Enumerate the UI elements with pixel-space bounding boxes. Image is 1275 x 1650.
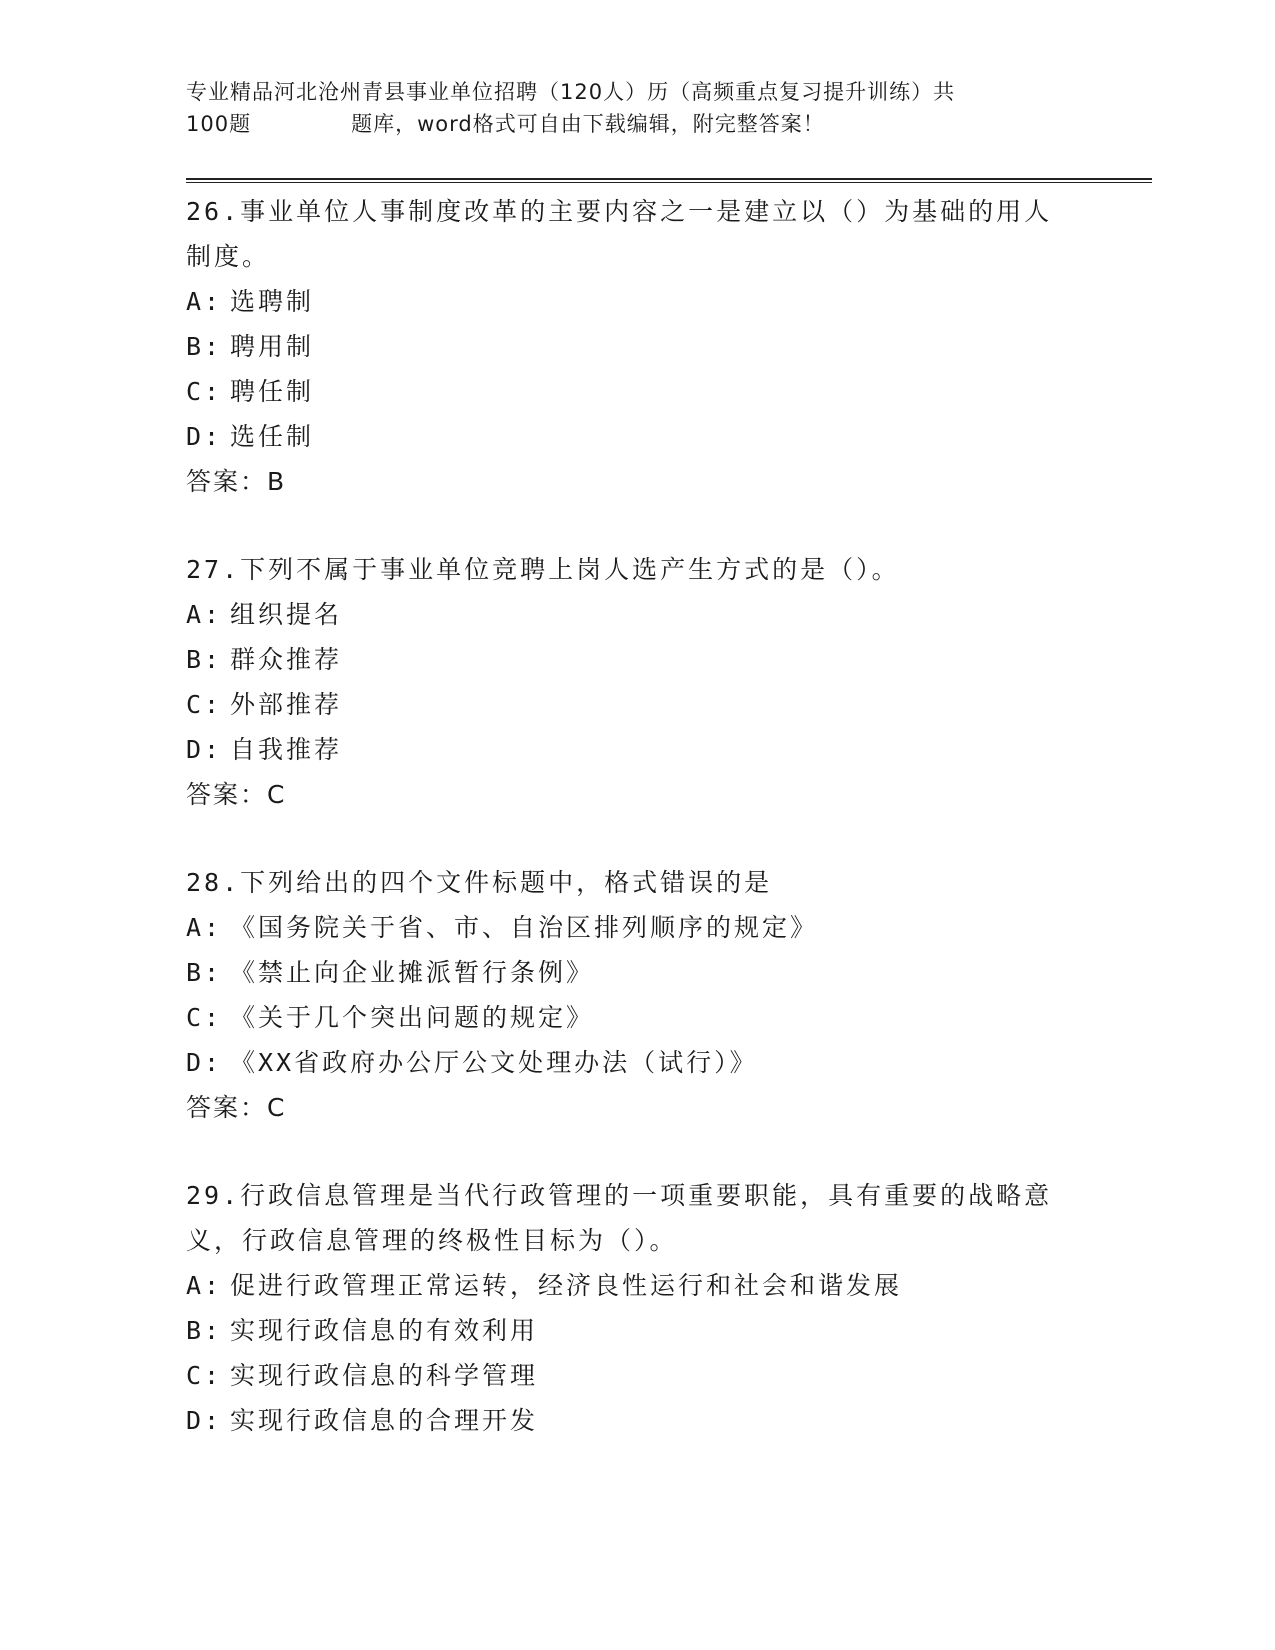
option-text: 选任制 [230, 422, 315, 451]
question-stem: 29.行政信息管理是当代行政管理的一项重要职能，具有重要的战略意义，行政信息管理的终极性目标为（）。 [186, 1181, 1053, 1255]
option-a [186, 279, 1146, 324]
option-d [186, 1040, 1146, 1085]
option-letter: A: [186, 1271, 223, 1300]
header-description: 题库，word格式可自由下载编辑，附完整答案！ [351, 112, 825, 136]
question-stem: 27.下列不属于事业单位竞聘上岗人选产生方式的是（）。 [186, 555, 900, 584]
option-b [186, 324, 1146, 369]
option-b [186, 950, 1146, 995]
option-letter: A: [186, 287, 223, 316]
option-a [186, 1263, 1146, 1308]
option-d [186, 414, 1146, 459]
question-list [186, 189, 1146, 1486]
question-stem: 28.下列给出的四个文件标题中，格式错误的是 [186, 868, 773, 897]
option-letter: B: [186, 958, 223, 987]
question-item [186, 189, 1146, 504]
option-letter: B: [186, 1316, 223, 1345]
option-text: 实现行政信息的科学管理 [230, 1361, 539, 1390]
option-letter: D: [186, 735, 223, 764]
option-text: 《国务院关于省、市、自治区排列顺序的规定》 [230, 913, 819, 942]
question-item [186, 547, 1146, 817]
option-text: 促进行政管理正常运转，经济良性运行和社会和谐发展 [230, 1271, 903, 1300]
option-letter: A: [186, 600, 223, 629]
option-letter: C: [186, 1003, 223, 1032]
header-question-count: 100题 [186, 112, 252, 136]
option-c [186, 682, 1146, 727]
option-text: 外部推荐 [230, 690, 343, 719]
document-header [186, 76, 1146, 140]
question-stem: 26.事业单位人事制度改革的主要内容之一是建立以（）为基础的用人制度。 [186, 197, 1053, 271]
option-letter: D: [186, 1048, 223, 1077]
option-a [186, 592, 1146, 637]
header-line-2 [186, 108, 1146, 140]
option-text: 组织提名 [230, 600, 343, 629]
option-c [186, 369, 1146, 414]
option-letter: A: [186, 913, 223, 942]
question-item [186, 1173, 1146, 1443]
option-text: 《XX省政府办公厅公文处理办法（试行）》 [230, 1048, 758, 1077]
option-d [186, 1398, 1146, 1443]
option-text: 实现行政信息的合理开发 [230, 1406, 539, 1435]
answer-line: 答案：C [186, 780, 287, 809]
option-text: 《禁止向企业摊派暂行条例》 [230, 958, 595, 987]
option-b [186, 637, 1146, 682]
option-text: 聘用制 [230, 332, 315, 361]
option-letter: B: [186, 645, 223, 674]
option-letter: B: [186, 332, 223, 361]
option-letter: C: [186, 690, 223, 719]
option-text: 选聘制 [230, 287, 315, 316]
option-c [186, 1353, 1146, 1398]
option-letter: D: [186, 422, 223, 451]
option-text: 群众推荐 [230, 645, 343, 674]
option-b [186, 1308, 1146, 1353]
answer-line: 答案：B [186, 467, 287, 496]
option-text: 自我推荐 [230, 735, 343, 764]
option-text: 实现行政信息的有效利用 [230, 1316, 539, 1345]
option-c [186, 995, 1146, 1040]
option-text: 聘任制 [230, 377, 315, 406]
option-text: 《关于几个突出问题的规定》 [230, 1003, 595, 1032]
header-line-1: 专业精品河北沧州青县事业单位招聘（120人）历（高频重点复习提升训练）共 [186, 80, 956, 104]
answer-line: 答案：C [186, 1093, 287, 1122]
header-divider [186, 178, 1152, 183]
option-letter: D: [186, 1406, 223, 1435]
option-letter: C: [186, 377, 223, 406]
option-letter: C: [186, 1361, 223, 1390]
question-item [186, 860, 1146, 1130]
option-a [186, 905, 1146, 950]
option-d [186, 727, 1146, 772]
